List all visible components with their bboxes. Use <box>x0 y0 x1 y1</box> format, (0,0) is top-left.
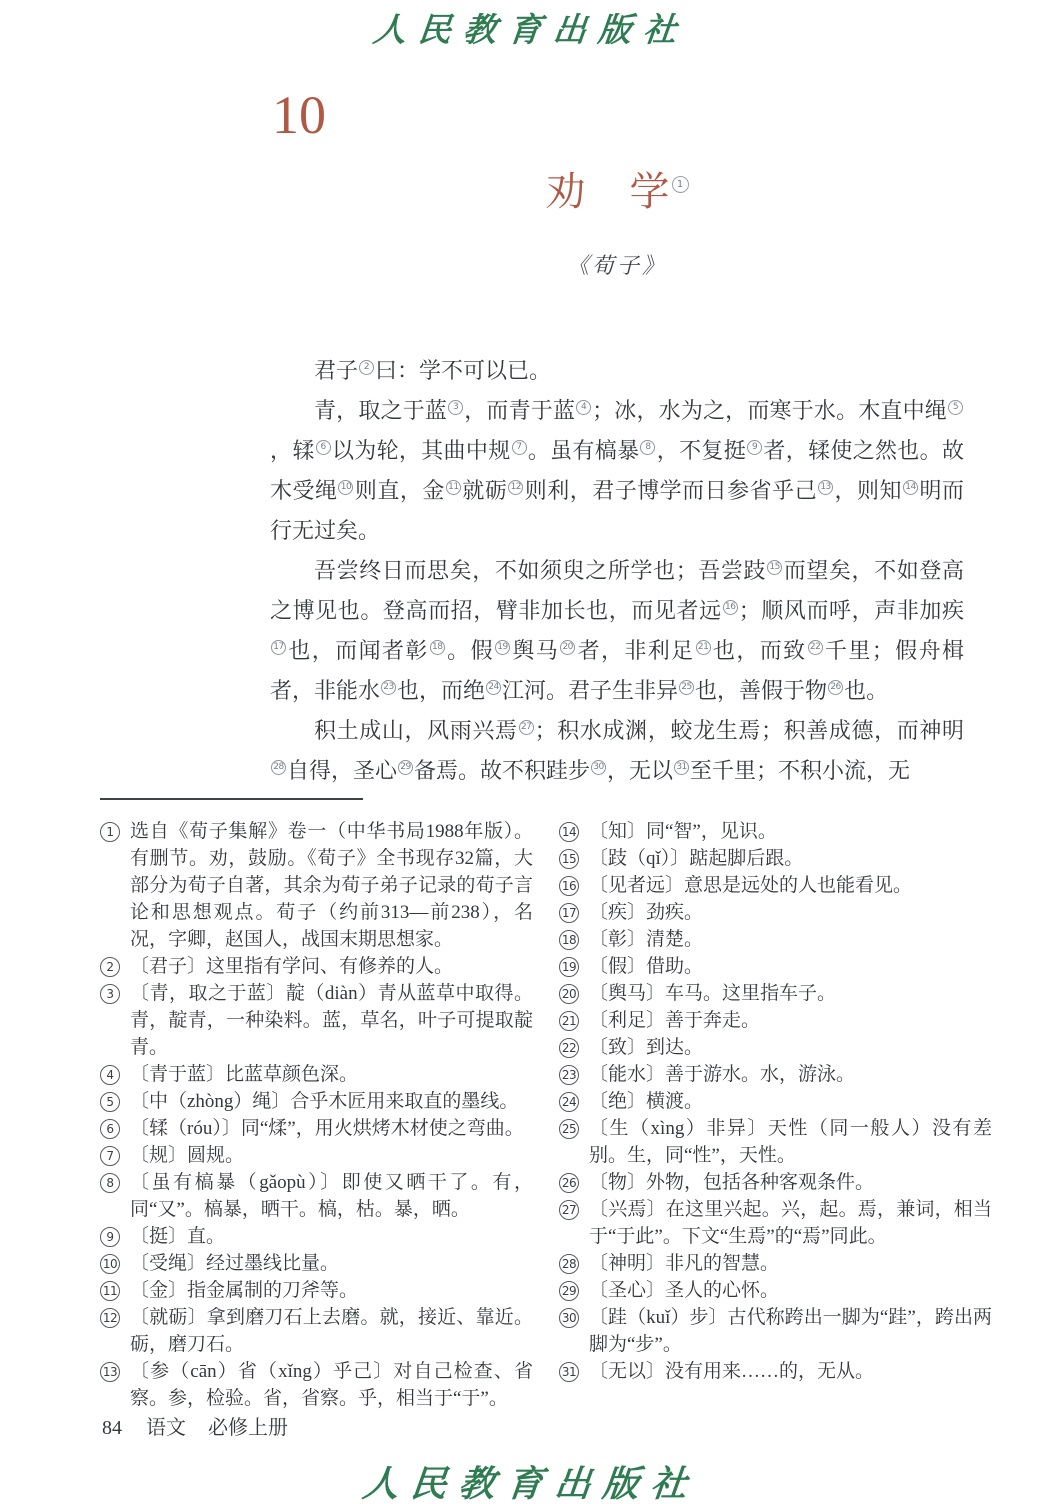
footnote-text: 〔神明〕非凡的智慧。 <box>589 1253 780 1274</box>
footnote-number: 28 <box>559 1254 579 1274</box>
footnote-text: 〔受绳〕经过墨线比量。 <box>130 1253 340 1274</box>
footnote-number: 10 <box>100 1254 120 1274</box>
footnote-columns <box>100 818 992 1412</box>
footnote-number: 12 <box>100 1308 120 1328</box>
footnote-divider <box>100 798 363 800</box>
footnote-item-19 <box>559 953 992 980</box>
footnote-text: 〔就砺〕拿到磨刀石上去磨。就，接近、靠近。砺，磨刀石。 <box>130 1307 533 1355</box>
note-ref-18: 18 <box>430 640 445 655</box>
footnote-text: 〔青，取之于蓝〕靛（diàn）青从蓝草中取得。青，靛青，一种染料。蓝，草名，叶子可提取靛青。 <box>130 983 533 1058</box>
footnote-item-2 <box>100 953 533 980</box>
footnote-number: 31 <box>559 1362 579 1382</box>
note-ref-11: 11 <box>446 480 461 495</box>
footnote-text: 〔规〕圆规。 <box>130 1145 245 1166</box>
note-ref-4: 4 <box>576 400 591 415</box>
note-ref-7: 7 <box>512 440 527 455</box>
footnote-text: 〔利足〕善于奔走。 <box>589 1010 761 1031</box>
note-ref-13: 13 <box>818 480 833 495</box>
footnote-item-9 <box>100 1223 533 1250</box>
footnote-text: 〔跬（kuǐ）步〕古代称跨出一脚为“跬”，跨出两脚为“步”。 <box>589 1307 992 1355</box>
footnote-number: 15 <box>559 849 579 869</box>
note-ref-21: 21 <box>696 640 711 655</box>
footnote-item-10 <box>100 1250 533 1277</box>
note-ref-26: 26 <box>828 680 843 695</box>
title-note-ref: 1 <box>672 176 689 193</box>
volume-label: 必修上册 <box>208 1417 288 1439</box>
note-ref-25: 25 <box>679 680 694 695</box>
footnote-text: 〔彰〕清楚。 <box>589 929 704 950</box>
page-number: 84 <box>102 1417 122 1439</box>
footnote-item-22 <box>559 1034 992 1061</box>
footnote-text: 〔物〕外物，包括各种客观条件。 <box>589 1172 875 1193</box>
lesson-title-text: 劝 学 <box>545 169 672 214</box>
paragraph: 青，取之于蓝 3 ，而青于蓝 4 ；冰，水为之，而寒于水。木直中绳 5，𫐓 6 以为轮，其曲中规 7 。虽有槁暴 8 ，不复挺 9 者，𫐓使之然也。故木受绳 10 则直，金 11 就砺 12 则利，君子博学而日参省乎己 13 ，则知 14 明而行无过矣。 <box>270 398 964 543</box>
footnote-column-right <box>559 818 992 1412</box>
footnote-text: 〔𫐓（róu）〕同“煣”，用火烘烤木材使之弯曲。 <box>130 1118 524 1139</box>
footnote-text: 〔虽有槁暴（gǎopù）〕即使又晒干了。有，同“又”。槁暴，晒干。槁，枯。暴，晒。 <box>130 1172 533 1220</box>
publisher-logo-bottom: 人民教育出版社 <box>360 1464 701 1504</box>
footnote-text: 〔生（xìng）非异〕天性（同一般人）没有差别。生，同“性”，天性。 <box>589 1118 992 1166</box>
footnote-number: 14 <box>559 822 579 842</box>
footnote-item-23 <box>559 1061 992 1088</box>
footnote-text: 〔绝〕横渡。 <box>589 1091 704 1112</box>
footnote-text: 〔见者远〕意思是远处的人也能看见。 <box>589 875 913 896</box>
footnote-number: 18 <box>559 930 579 950</box>
note-ref-5: 5 <box>948 400 963 415</box>
footnote-text: 〔舆马〕车马。这里指车子。 <box>589 983 837 1004</box>
footnote-number: 17 <box>559 903 579 923</box>
footnote-number: 24 <box>559 1092 579 1112</box>
footnote-item-29 <box>559 1277 992 1304</box>
footnote-item-17 <box>559 899 992 926</box>
footnote-number: 5 <box>100 1092 120 1112</box>
footnote-text: 〔金〕指金属制的刀斧等。 <box>130 1280 359 1301</box>
note-ref-31: 31 <box>674 760 689 775</box>
footnote-number: 1 <box>100 822 120 842</box>
footnote-text: 〔知〕同“智”，见识。 <box>589 821 777 842</box>
lesson-title <box>270 160 964 217</box>
subject-label: 语文 <box>146 1417 186 1439</box>
footnote-number: 27 <box>559 1200 579 1220</box>
footnote-text: 〔中（zhòng）绳〕合乎木匠用来取直的墨线。 <box>130 1091 519 1112</box>
footnote-item-8 <box>100 1169 533 1223</box>
footnote-item-31 <box>559 1358 992 1385</box>
note-ref-29: 29 <box>398 760 413 775</box>
footnote-item-27 <box>559 1196 992 1250</box>
note-ref-8: 8 <box>640 440 655 455</box>
footnote-text: 〔参（cān）省（xǐng）乎己〕对自己检查、省察。参，检验。省，省察。乎，相当于“于”。 <box>130 1361 533 1409</box>
footnote-item-4 <box>100 1061 533 1088</box>
note-ref-28: 28 <box>271 760 286 775</box>
publisher-logo-top: 人民教育出版社 <box>371 13 691 49</box>
chapter-number: 10 <box>272 85 326 145</box>
footnote-text: 〔兴焉〕在这里兴起。兴，起。焉，兼词，相当于“于此”。下文“生焉”的“焉”同此。 <box>589 1199 992 1247</box>
footnote-number: 29 <box>559 1281 579 1301</box>
footnote-item-11 <box>100 1277 533 1304</box>
footnote-number: 22 <box>559 1038 579 1058</box>
footnote-item-21 <box>559 1007 992 1034</box>
footnote-item-6 <box>100 1115 533 1142</box>
footnote-text: 〔无以〕没有用来……的，无从。 <box>589 1361 875 1382</box>
footnote-number: 13 <box>100 1362 120 1382</box>
footnote-text: 〔君子〕这里指有学问、有修养的人。 <box>130 956 454 977</box>
note-ref-22: 22 <box>808 640 823 655</box>
footnote-item-26 <box>559 1169 992 1196</box>
footnote-text: 〔假〕借助。 <box>589 956 704 977</box>
footnote-number: 8 <box>100 1173 120 1193</box>
note-ref-17: 17 <box>271 640 286 655</box>
source-attribution: 《荀子》 <box>566 253 667 278</box>
note-ref-27: 27 <box>519 720 534 735</box>
footnote-item-24 <box>559 1088 992 1115</box>
footnote-number: 7 <box>100 1146 120 1166</box>
footnote-text: 〔青于蓝〕比蓝草颜色深。 <box>130 1064 359 1085</box>
paragraph: 君子 2 曰：学不可以已。 <box>314 358 552 383</box>
footnote-number: 4 <box>100 1065 120 1085</box>
note-ref-9: 9 <box>747 440 762 455</box>
note-ref-23: 23 <box>381 680 396 695</box>
footnote-number: 16 <box>559 876 579 896</box>
footnote-item-3 <box>100 980 533 1061</box>
footnote-number: 2 <box>100 957 120 977</box>
footnote-number: 25 <box>559 1119 579 1139</box>
note-ref-19: 19 <box>495 640 510 655</box>
footnote-number: 26 <box>559 1173 579 1193</box>
footnote-item-5 <box>100 1088 533 1115</box>
footnote-text: 〔圣心〕圣人的心怀。 <box>589 1280 780 1301</box>
footnote-item-7 <box>100 1142 533 1169</box>
footnote-section <box>100 798 992 1412</box>
note-ref-2: 2 <box>359 360 374 375</box>
note-ref-16: 16 <box>723 600 738 615</box>
footnote-number: 23 <box>559 1065 579 1085</box>
footnote-item-15 <box>559 845 992 872</box>
footnote-text: 选自《荀子集解》卷一（中华书局1988年版）。有删节。劝，鼓励。《荀子》全书现存32篇，大部分为荀子自著，其余为荀子弟子记录的荀子言论和思想观点。荀子（约前313—前238），名况，字卿，赵国人，战国末期思想家。 <box>130 821 533 950</box>
footnote-column-left <box>100 818 533 1412</box>
page-footer <box>102 1411 288 1440</box>
note-ref-15: 15 <box>767 560 782 575</box>
note-ref-14: 14 <box>903 480 918 495</box>
footnote-text: 〔挺〕直。 <box>130 1226 226 1247</box>
note-ref-20: 20 <box>560 640 575 655</box>
note-ref-6: 6 <box>316 440 331 455</box>
footnote-item-14 <box>559 818 992 845</box>
note-ref-30: 30 <box>591 760 606 775</box>
footnote-text: 〔致〕到达。 <box>589 1037 704 1058</box>
footnote-number: 20 <box>559 984 579 1004</box>
footnote-number: 30 <box>559 1308 579 1328</box>
footnote-number: 21 <box>559 1011 579 1031</box>
footnote-item-1 <box>100 818 533 953</box>
note-ref-10: 10 <box>338 480 353 495</box>
note-ref-24: 24 <box>486 680 501 695</box>
note-ref-12: 12 <box>508 480 523 495</box>
footnote-item-16 <box>559 872 992 899</box>
paragraph: 吾尝终日而思矣，不如须臾之所学也；吾尝跂 15 而望矣，不如登高之博见也。登高而招，臂非加长也，而见者远 16 ；顺风而呼，声非加疾17 也，而闻者彰 18 。假 19 舆马 20 者，非利足 21 也，而致 22 千里；假舟楫者，非能水 23 也，而绝 24 江河。君子生非异 25 也，善假于物 26 也。 <box>270 558 964 703</box>
footnote-text: 〔能水〕善于游水。水，游泳。 <box>589 1064 856 1085</box>
footnote-number: 11 <box>100 1281 120 1301</box>
footnote-item-20 <box>559 980 992 1007</box>
footnote-number: 6 <box>100 1119 120 1139</box>
body-text <box>270 351 964 791</box>
paragraph: 积土成山，风雨兴焉 27 ；积水成渊，蛟龙生焉；积善成德，而神明28 自得，圣心 29 备焉。故不积跬步 30 ，无以 31 至千里；不积小流，无 <box>270 711 964 791</box>
note-ref-3: 3 <box>448 400 463 415</box>
footnote-item-12 <box>100 1304 533 1358</box>
footnote-item-18 <box>559 926 992 953</box>
footnote-item-30 <box>559 1304 992 1358</box>
footnote-number: 19 <box>559 957 579 977</box>
footnote-item-13 <box>100 1358 533 1412</box>
footnote-text: 〔跂（qǐ）〕踮起脚后跟。 <box>589 848 804 869</box>
footnote-number: 3 <box>100 984 120 1004</box>
footnote-item-25 <box>559 1115 992 1169</box>
footnote-number: 9 <box>100 1227 120 1247</box>
footnote-text: 〔疾〕劲疾。 <box>589 902 704 923</box>
footnote-item-28 <box>559 1250 992 1277</box>
